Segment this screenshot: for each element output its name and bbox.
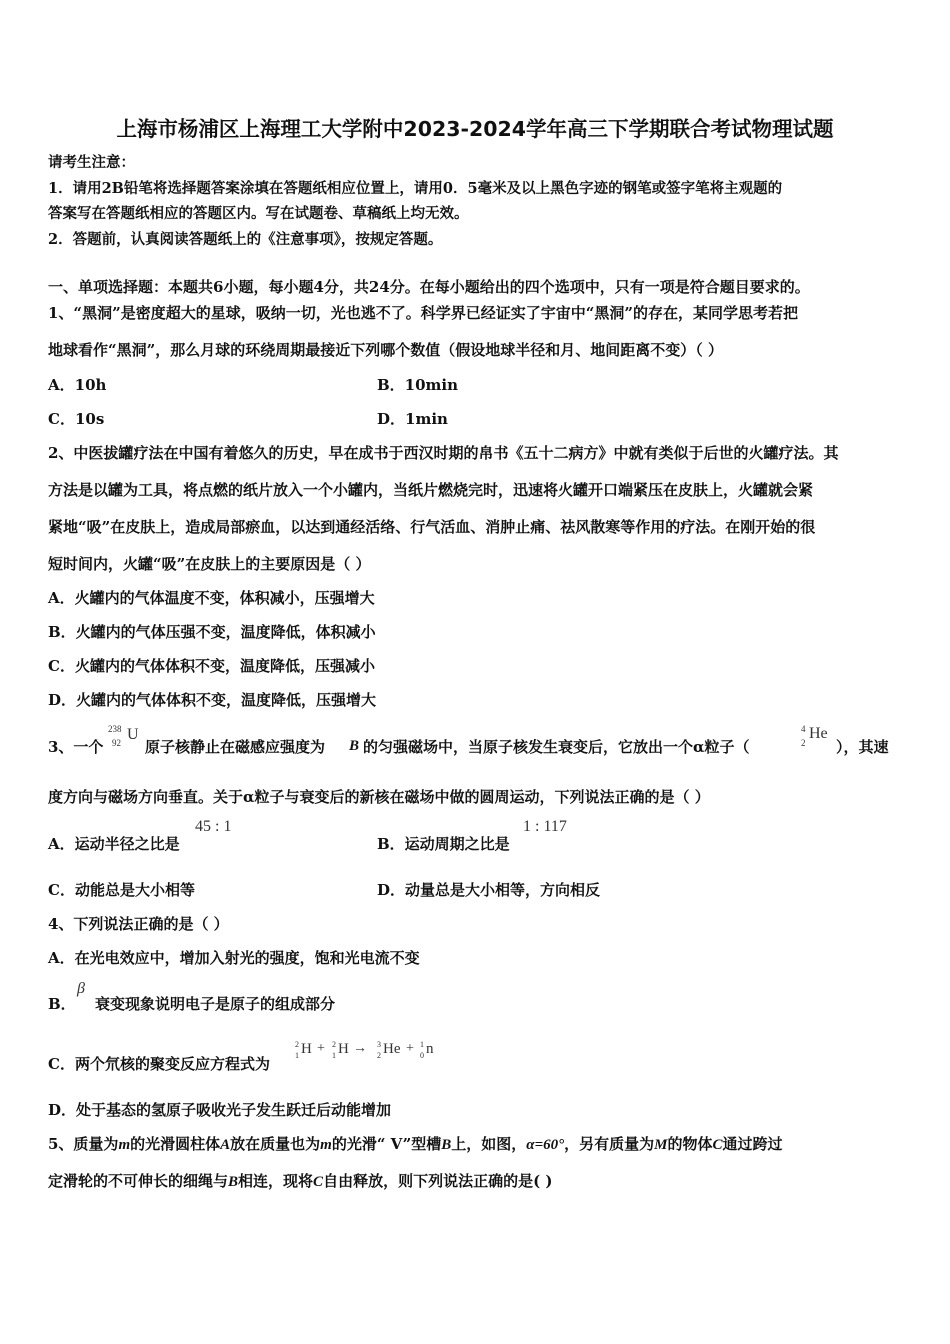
q1-option-b: B．10min <box>377 376 459 394</box>
q1-stem-line-1: 1、“黑洞”是密度超大的星球，吸纳一切，光也逃不了。科学界已经证实了宇宙中“黑洞”的存在，某同学思考若把 <box>48 304 798 322</box>
q3-stem-line-2: 度方向与磁场方向垂直。关于α粒子与衰变后的新核在磁场中做的圆周运动，下列说法正确的是（ ） <box>48 788 710 806</box>
q4-fusion-equation: 2 1 H + 2 1 H → 3 2 He + 1 0 n <box>295 1040 434 1060</box>
q1-option-c: C．10s <box>48 410 105 428</box>
q4-option-c-text: C．两个氘核的聚变反应方程式为 <box>48 1055 270 1073</box>
q4-option-b-text: 衰变现象说明电子是原子的组成部分 <box>95 995 336 1013</box>
q2-option-d: D．火罐内的气体体积不变，温度降低，压强增大 <box>48 691 377 709</box>
q4-option-a: A．在光电效应中，增加入射光的强度，饱和光电流不变 <box>48 949 420 967</box>
notice-line-1b: 答案写在答题纸相应的答题区内。写在试题卷、草稿纸上均无效。 <box>48 205 469 222</box>
q3-uranium-nuclide: 238 92 U <box>108 724 139 748</box>
notice-line-1a: 1．请用2B铅笔将选择题答案涂填在答题纸相应位置上，请用0．5毫米及以上黑色字迹的钢笔或签字笔将主观题的 <box>48 180 783 197</box>
q3-helium-nuclide: 4 2 He <box>801 724 828 748</box>
q2-stem-line-1: 2、中医拔罐疗法在中国有着悠久的历史，早在成书于西汉时期的帛书《五十二病方》中就有类似于后世的火罐疗法。其 <box>48 444 839 462</box>
q4-option-d: D．处于基态的氢原子吸收光子发生跃迁后动能增加 <box>48 1101 392 1119</box>
q3-stem-mid-2: 的匀强磁场中，当原子核发生衰变后，它放出一个α粒子（ <box>363 738 750 756</box>
q3-option-c: C．动能总是大小相等 <box>48 881 195 899</box>
notice-line-2: 2．答题前，认真阅读答题纸上的《注意事项》，按规定答题。 <box>48 231 443 248</box>
q2-stem-line-2: 方法是以罐为工具，将点燃的纸片放入一个小罐内，当纸片燃烧完时，迅速将火罐开口端紧压在皮肤上，火罐就会紧 <box>48 481 814 499</box>
q4-option-b-label: B． <box>48 995 76 1013</box>
q2-stem-line-4: 短时间内，火罐“吸”在皮肤上的主要原因是（ ） <box>48 555 371 573</box>
q3-var-b: B <box>349 738 360 754</box>
q2-option-c: C．火罐内的气体体积不变，温度降低，压强减小 <box>48 657 375 675</box>
q3-stem-mid-1: 原子核静止在磁感应强度为 <box>145 738 326 756</box>
q2-stem-line-3: 紧地“吸”在皮肤上，造成局部瘀血，以达到通经活络、行气活血、消肿止痛、祛风散寒等作用的疗法。在刚开始的很 <box>48 518 816 536</box>
q3-stem-suffix: ），其速 <box>836 738 889 756</box>
q1-option-a: A．10h <box>48 376 107 394</box>
q3-option-a: A．运动半径之比是 <box>48 835 180 853</box>
q3-option-b: B．运动周期之比是 <box>377 835 510 853</box>
q3-option-b-value: 1 : 117 <box>523 818 567 835</box>
section-heading: 一、单项选择题：本题共6小题，每小题4分，共24分。在每小题给出的四个选项中，只有一项是符合题目要求的。 <box>48 278 810 296</box>
q1-option-d: D．1min <box>377 410 448 428</box>
q2-option-a: A．火罐内的气体温度不变，体积减小，压强增大 <box>48 589 375 607</box>
q4-stem: 4、下列说法正确的是（ ） <box>48 915 229 933</box>
notice-heading: 请考生注意： <box>48 154 135 171</box>
q5-stem-line-1: 5、质量为m的光滑圆柱体A放在质量也为m的光滑“ V”型槽B上，如图，α=60°，另有质量为M的物体C通过跨过 <box>48 1135 783 1153</box>
page-title: 上海市杨浦区上海理工大学附中2023-2024学年高三下学期联合考试物理试题 <box>116 117 834 141</box>
q3-option-d: D．动量总是大小相等，方向相反 <box>377 881 601 899</box>
q1-stem-line-2: 地球看作“黑洞”，那么月球的环绕周期最接近下列哪个数值（假设地球半径和月、地间距离不变）（ ） <box>48 341 723 359</box>
q4-beta-symbol: β <box>77 980 85 997</box>
q5-stem-line-2: 定滑轮的不可伸长的细绳与B相连，现将C自由释放，则下列说法正确的是( ) <box>48 1172 553 1190</box>
q3-prefix: 3、一个 <box>48 738 104 756</box>
q2-option-b: B．火罐内的气体压强不变，温度降低，体积减小 <box>48 623 376 641</box>
q3-option-a-value: 45 : 1 <box>195 818 232 835</box>
